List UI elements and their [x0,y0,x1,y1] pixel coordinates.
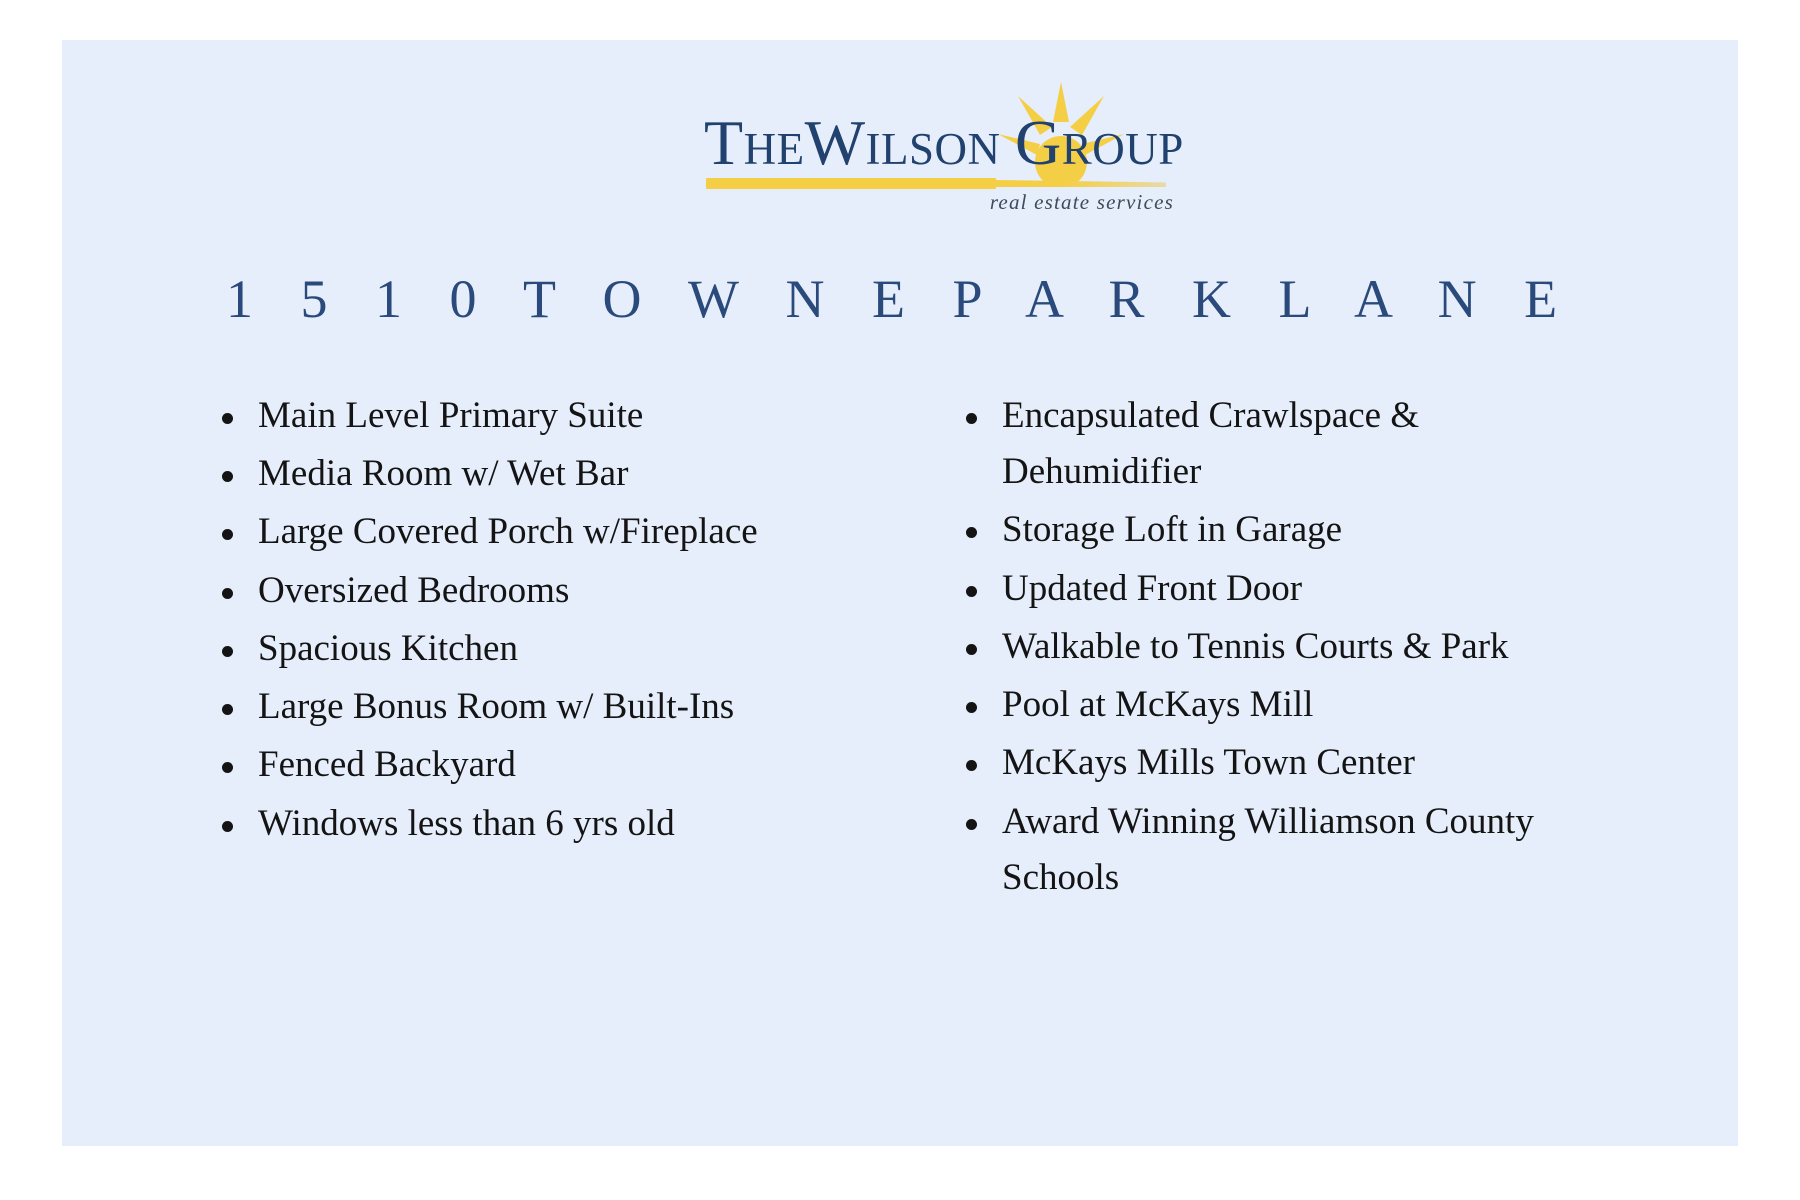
features-column-left [212,388,876,908]
list-item: Encapsulated Crawlspace & Dehumidifier [956,388,1620,500]
list-item: Large Bonus Room w/ Built-Ins [212,679,876,735]
features-columns [122,388,1678,908]
list-item: Oversized Bedrooms [212,563,876,619]
brand-underline-bar [706,178,996,189]
list-item: Walkable to Tennis Courts & Park [956,619,1620,675]
features-list-left [212,388,876,852]
list-item: Media Room w/ Wet Bar [212,446,876,502]
list-item: Spacious Kitchen [212,621,876,677]
page-title: 1 5 1 0 T O W N E P A R K L A N E [225,269,1575,329]
list-item: McKays Mills Town Center [956,735,1620,791]
list-item: Award Winning Williamson County Schools [956,794,1620,906]
features-column-right [956,388,1620,908]
brand-wordmark [704,106,1184,180]
flyer-card [62,40,1738,1146]
list-item: Main Level Primary Suite [212,388,876,444]
brand-name-part2: Wilson [804,107,1001,178]
brand-name-part3: Group [1015,107,1184,178]
list-item: Storage Loft in Garage [956,502,1620,558]
brand-tagline: real estate services [989,190,1174,214]
features-list-right [956,388,1620,906]
list-item: Large Covered Porch w/Fireplace [212,504,876,560]
list-item: Windows less than 6 yrs old [212,796,876,852]
list-item: Fenced Backyard [212,737,876,793]
brand-logo [620,90,1184,240]
brand-name-part1: The [704,107,805,178]
list-item: Pool at McKays Mill [956,677,1620,733]
list-item: Updated Front Door [956,561,1620,617]
